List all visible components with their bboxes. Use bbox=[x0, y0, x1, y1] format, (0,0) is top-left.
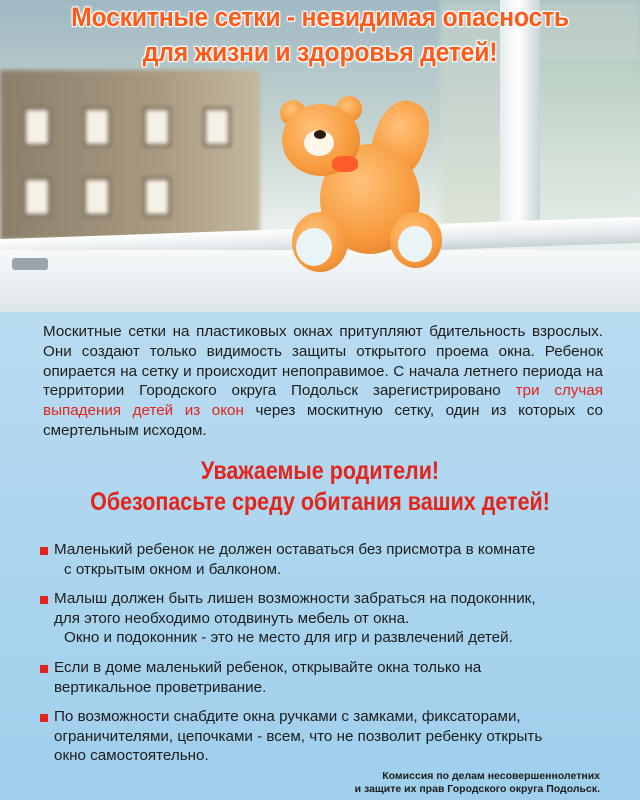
red-square-bullet-icon bbox=[40, 714, 48, 722]
intro-highlight: три случая выпадения детей из окон bbox=[43, 382, 603, 420]
teddy-bear-illustration bbox=[262, 92, 462, 282]
tip-line: для этого необходимо отодвинуть мебель от окна. bbox=[54, 609, 410, 627]
red-square-bullet-icon bbox=[40, 596, 48, 604]
footer-credit bbox=[355, 770, 600, 796]
appeal-heading bbox=[45, 456, 595, 518]
tip-line: ограничителями, цепочками - всем, что не позволит ребенку открыть bbox=[54, 727, 543, 745]
list-item bbox=[40, 707, 610, 766]
teddy-on-windowsill-photo bbox=[0, 0, 640, 312]
intro-text-start: Москитные сетки на пластиковых окнах притупляют бдительность взрослых. Они создают только видимость защиты открытого проема окна. Ребенок опирается на сетку и происходит непоправимое. С начала летнего периода на территории Городского округа Подольск зарегистрировано bbox=[43, 323, 603, 400]
headline-line-1: Москитные сетки - невидимая опасность bbox=[71, 2, 569, 32]
red-square-bullet-icon bbox=[40, 665, 48, 673]
background-building bbox=[0, 70, 260, 240]
tip-line: Маленький ребенок не должен оставаться без присмотра в комнате bbox=[54, 541, 536, 558]
appeal-line-1: Уважаемые родители! bbox=[200, 457, 440, 485]
footer-line-2: и защите их прав Городского округа Подольск. bbox=[354, 783, 600, 795]
intro-paragraph bbox=[43, 322, 603, 441]
safety-tips-list bbox=[40, 540, 610, 776]
headline-line-2: для жизни и здоровья детей! bbox=[142, 37, 498, 67]
tip-line: По возможности снабдите окна ручками с замками, фиксаторами, bbox=[54, 708, 521, 726]
red-square-bullet-icon bbox=[40, 547, 48, 555]
footer-line-1: Комиссия по делам несовершеннолетних bbox=[382, 770, 600, 782]
list-item bbox=[40, 658, 610, 697]
tip-line: с открытым окном и балконом. bbox=[64, 560, 282, 578]
tip-line: Если в доме маленький ребенок, открывайте окна только на bbox=[54, 658, 482, 676]
tip-line: вертикальное проветривание. bbox=[54, 678, 267, 696]
appeal-line-2: Обезопасьте среду обитания ваших детей! bbox=[90, 488, 550, 516]
list-item bbox=[40, 540, 610, 579]
intro-text-end: через москитную сетку, один из которых со смертельным исходом. bbox=[43, 402, 603, 439]
tip-line: Окно и подоконник - это не место для игр и развлечений детей. bbox=[64, 629, 513, 647]
tip-line: окно самостоятельно. bbox=[54, 747, 209, 765]
poster-headline bbox=[26, 0, 615, 70]
tip-line: Малыш должен быть лишен возможности забраться на подоконник, bbox=[54, 590, 536, 608]
window-latch bbox=[12, 258, 48, 270]
list-item bbox=[40, 589, 610, 648]
